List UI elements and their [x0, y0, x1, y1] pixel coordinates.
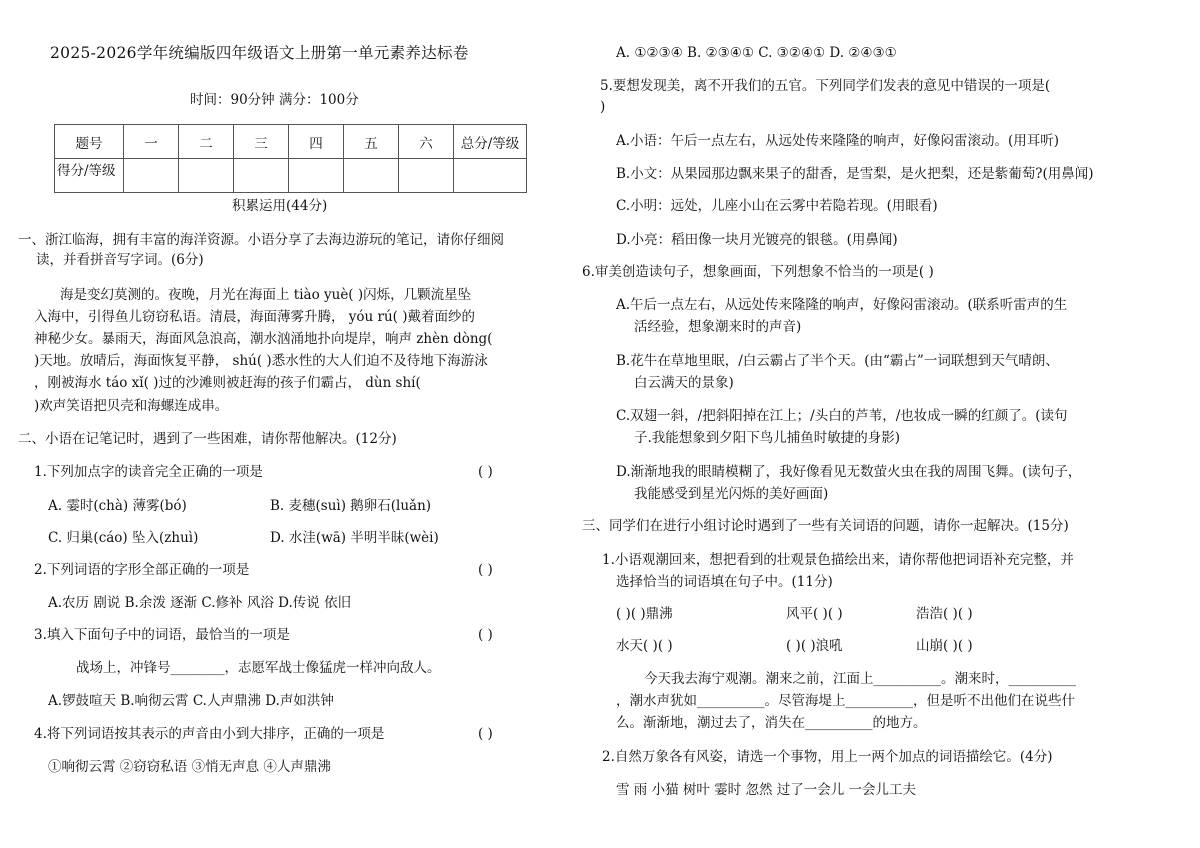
section-heading-accumulation: 积累运用(44分)	[232, 198, 328, 214]
table-header-cell: 一	[124, 125, 179, 159]
fill-paragraph-line: ，潮水声犹如__________。尽管海堤上__________，但是听不出他们在说些什	[616, 693, 1075, 709]
word-fill[interactable]: 水天( )( )	[616, 638, 673, 654]
option-a: A.午后一点左右，从远处传来隆隆的响声，好像闷雷滚动。(联系听雷声的生	[616, 297, 1068, 313]
word-list: 雪 雨 小猫 树叶 霎时 忽然 过了一会儿 一会儿工夫	[616, 782, 917, 798]
table-header-cell: 总分/等级	[454, 125, 527, 159]
options-line: A.锣鼓喧天 B.响彻云霄 C.人声鼎沸 D.声如洪钟	[48, 693, 334, 709]
answer-paren[interactable]: ( )	[478, 562, 493, 578]
subquestion-5-cont: )	[600, 99, 606, 115]
option-a: A.小语：午后一点左右，从远处传来隆隆的响声，好像闷雷滚动。(用耳听)	[616, 133, 1060, 149]
question-1-heading: 一、浙江临海，拥有丰富的海洋资源。小语分享了去海边游玩的笔记，请你仔细阅	[18, 232, 504, 248]
fill-paragraph-line: 今天我去海宁观潮。潮来之前，江面上__________。潮来时，__________	[644, 671, 1076, 687]
word-fill[interactable]: 风平( )( )	[786, 606, 843, 622]
score-cell[interactable]	[399, 159, 454, 193]
subquestion-1: 1.小语观潮回来，想把看到的壮观景色描绘出来，请你帮他把词语补充完整，并	[602, 552, 1074, 568]
word-fill[interactable]: 山崩( )( )	[916, 638, 973, 654]
word-fill[interactable]: ( )( )鼎沸	[616, 606, 673, 622]
passage-line: 神秘少女。暴雨天，海面风急浪高，潮水汹涌地扑向堤岸，响声 zhèn dòng(	[34, 331, 493, 347]
option-c-cont: 子.我能想象到夕阳下鸟儿捕鱼时敏捷的身影)	[634, 430, 901, 446]
subquestion-1: 1.下列加点字的读音完全正确的一项是	[34, 464, 263, 480]
score-table-header-row	[55, 125, 527, 159]
answer-paren[interactable]: ( )	[478, 627, 493, 643]
subquestion-6: 6.审美创造读句子，想象画面，下列想象不恰当的一项是( )	[582, 264, 934, 280]
time-score-line: 时间：90分钟 满分：100分	[190, 92, 359, 108]
passage-line: ，刚被海水 táo xǐ( )过的沙滩则被赶海的孩子们霸占， dùn shí(	[34, 375, 421, 391]
passage-line: )天地。放晴后，海面恢复平静， shú( )悉水性的大人们迫不及待地下海游泳	[34, 353, 488, 369]
subquestion-1-cont: 选择恰当的词语填在句子中。(11分)	[616, 574, 833, 590]
option-d-cont: 我能感受到星光闪烁的美好画面)	[634, 486, 829, 502]
table-header-cell: 二	[179, 125, 234, 159]
score-cell[interactable]	[344, 159, 399, 193]
table-header-cell: 三	[234, 125, 289, 159]
option-b: B. 麦穗(suì) 鹅卵石(luǎn)	[270, 498, 432, 514]
table-header-cell: 五	[344, 125, 399, 159]
table-row-label: 得分/等级	[55, 159, 124, 193]
word-fill[interactable]: ( )( )浪吼	[786, 638, 843, 654]
fill-paragraph-line: 么。渐渐地，潮过去了，消失在__________的地方。	[616, 715, 927, 731]
ordered-items: ①响彻云霄 ②窃窃私语 ③悄无声息 ④人声鼎沸	[48, 759, 331, 775]
score-cell[interactable]	[454, 159, 527, 193]
option-b: B.小文：从果园那边飘来果子的甜香，是雪梨，是火把梨，还是紫葡萄?(用鼻闻)	[616, 166, 1094, 182]
option-a: A. 霎时(chà) 薄雾(bó)	[48, 498, 187, 514]
answer-paren[interactable]: ( )	[478, 464, 493, 480]
answer-paren[interactable]: ( )	[478, 726, 493, 742]
option-d: D. 水洼(wā) 半明半昧(wèi)	[270, 530, 439, 546]
subquestion-4: 4.将下列词语按其表示的声音由小到大排序，正确的一项是	[34, 726, 385, 742]
score-cell[interactable]	[179, 159, 234, 193]
score-table	[54, 124, 527, 193]
q4-options-line: A. ①②③④ B. ②③④① C. ③②④① D. ②④③①	[616, 45, 897, 61]
score-cell[interactable]	[124, 159, 179, 193]
passage-line: )欢声笑语把贝壳和海螺连成串。	[34, 398, 229, 414]
option-a-cont: 活经验，想象潮来时的声音)	[634, 319, 802, 335]
passage-line: 入海中，引得鱼儿窃窃私语。清晨，海面薄雾升腾， yóu rú( )戴着面纱的	[34, 309, 476, 325]
subquestion-3: 3.填入下面句子中的词语，最恰当的一项是	[34, 627, 290, 643]
question-3-heading: 三、同学们在进行小组讨论时遇到了一些有关词语的问题，请你一起解决。(15分)	[582, 518, 1069, 534]
table-header-cell: 题号	[55, 125, 124, 159]
exam-title: 2025-2026学年统编版四年级语文上册第一单元素养达标卷	[50, 44, 469, 62]
question-1-heading-cont: 读，并看拼音写字词。(6分)	[36, 252, 204, 268]
passage-line: 海是变幻莫测的。夜晚，月光在海面上 tiào yuè( )闪烁，几颗流星坠	[60, 287, 472, 303]
option-c: C.小明：远处，儿座小山在云雾中若隐若现。(用眼看)	[616, 198, 938, 214]
fill-sentence: 战场上，冲锋号________，志愿军战士像猛虎一样冲向敌人。	[76, 660, 441, 676]
subquestion-2: 2.下列词语的字形全部正确的一项是	[34, 562, 250, 578]
score-table-score-row	[55, 159, 527, 193]
word-fill[interactable]: 浩浩( )( )	[916, 606, 973, 622]
option-c: C.双翅一斜，/把斜阳掉在江上；/头白的芦苇，/也妆成一瞬的红颜了。(读句	[616, 408, 1068, 424]
options-line: A.农历 剧说 B.余泼 逐渐 C.修补 风浴 D.传说 依旧	[48, 595, 352, 611]
table-header-cell: 六	[399, 125, 454, 159]
option-d: D.渐渐地我的眼睛模糊了，我好像看见无数萤火虫在我的周围飞舞。(读句子，	[616, 464, 1082, 480]
question-2-heading: 二、小语在记笔记时，遇到了一些困难，请你帮他解决。(12分)	[18, 431, 397, 447]
subquestion-5: 5.要想发现美，离不开我们的五官。下列同学们发表的意见中错误的一项是(	[600, 78, 1051, 94]
score-cell[interactable]	[234, 159, 289, 193]
option-c: C. 归巢(cáo) 坠入(zhuì)	[48, 530, 199, 546]
score-cell[interactable]	[289, 159, 344, 193]
option-b-cont: 白云满天的景象)	[634, 375, 734, 391]
subquestion-2: 2.自然万象各有风姿，请选一个事物，用上一两个加点的词语描绘它。(4分)	[602, 749, 1053, 765]
table-header-cell: 四	[289, 125, 344, 159]
option-b: B.花牛在草地里眠，/白云霸占了半个天。(由“霸占”一词联想到天气晴朗、	[616, 353, 1059, 369]
option-d: D.小亮：稻田像一块月光镀亮的银毯。(用鼻闻)	[616, 232, 898, 248]
